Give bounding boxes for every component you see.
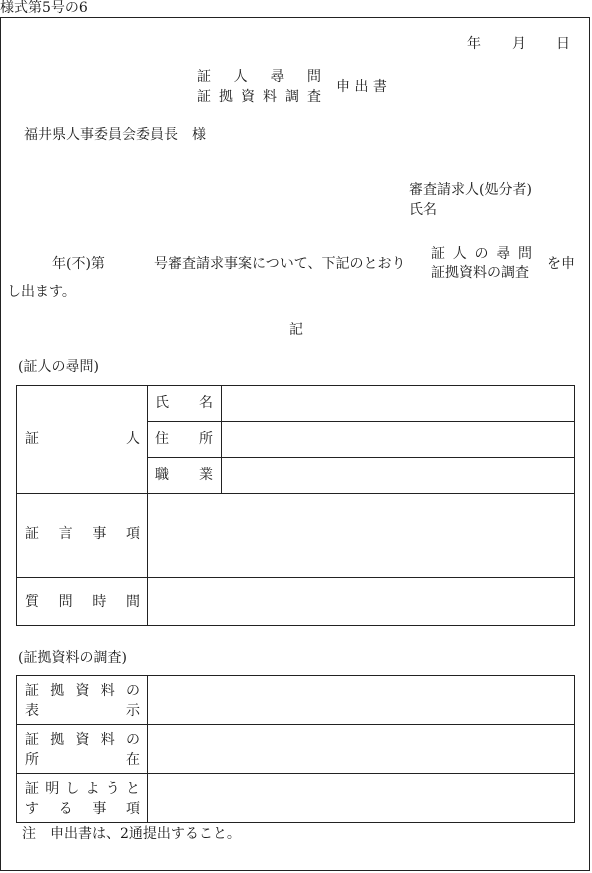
- evidence-proof-label-line2: す る 事 項: [25, 801, 140, 817]
- evidence-location-field[interactable]: [152, 729, 570, 769]
- questioning-time-label: 質 問 時 間: [25, 594, 140, 610]
- title-suffix: 申 出 書: [336, 79, 387, 95]
- witness-address-field[interactable]: [225, 426, 570, 454]
- witness-label: 証 人: [25, 431, 140, 447]
- witness-rule-4: [16, 577, 575, 578]
- witness-name-field[interactable]: [225, 390, 570, 418]
- applicant-label: 審査請求人(処分者): [409, 182, 532, 198]
- option-witness: 証 人 の 尋 問: [431, 246, 532, 262]
- form-number: 様式第5号の6: [0, 0, 88, 16]
- witness-occupation-field[interactable]: [225, 462, 570, 490]
- case-prefix: 年(不)第: [52, 256, 105, 272]
- evidence-location-label-line1: 証 拠 資 料 の: [25, 732, 140, 748]
- body-tail: を申: [547, 256, 575, 272]
- testimony-label: 証 言 事 項: [25, 526, 140, 542]
- witness-section-heading: (証人の尋問): [18, 359, 99, 375]
- title-line-1: 証 人 尋 問: [197, 69, 321, 85]
- witness-vrule-2: [221, 385, 222, 493]
- witness-occupation-label: 職 業: [155, 467, 213, 483]
- date-month-label: 月: [512, 36, 526, 52]
- addressee: 福井県人事委員会委員長 様: [24, 127, 206, 143]
- witness-rule-1: [147, 421, 575, 422]
- witness-rule-3: [16, 493, 575, 494]
- footer-note: 注 申出書は、2通提出すること。: [22, 826, 241, 842]
- evidence-location-label-line2: 所 在: [25, 752, 140, 768]
- date-year-label: 年: [467, 36, 481, 52]
- ki-mark: 記: [289, 322, 303, 338]
- evidence-proof-label-line1: 証 明 し よ う と: [25, 781, 140, 797]
- evidence-proof-field[interactable]: [152, 778, 570, 818]
- evidence-section-heading: (証拠資料の調査): [18, 650, 127, 666]
- evidence-display-label-line1: 証 拠 資 料 の: [25, 683, 140, 699]
- title-line-2: 証 拠 資 料 調 査: [197, 89, 321, 105]
- witness-address-label: 住 所: [155, 431, 213, 447]
- option-evidence: 証拠資料の調査: [431, 265, 529, 281]
- applicant-name-label: 氏名: [409, 202, 437, 218]
- evidence-display-label-line2: 表 示: [25, 703, 140, 719]
- date-day-label: 日: [556, 36, 570, 52]
- evidence-vrule: [147, 675, 148, 823]
- evidence-display-field[interactable]: [152, 680, 570, 720]
- evidence-rule-1: [16, 724, 575, 725]
- evidence-rule-2: [16, 773, 575, 774]
- witness-rule-2: [147, 457, 575, 458]
- witness-vrule-1: [147, 385, 148, 626]
- witness-name-label: 氏 名: [155, 395, 213, 411]
- questioning-time-field[interactable]: [152, 582, 570, 622]
- case-middle: 号審査請求事案について、下記のとおり: [154, 256, 406, 272]
- body-continuation: し出ます。: [7, 284, 76, 300]
- testimony-field[interactable]: [152, 498, 570, 573]
